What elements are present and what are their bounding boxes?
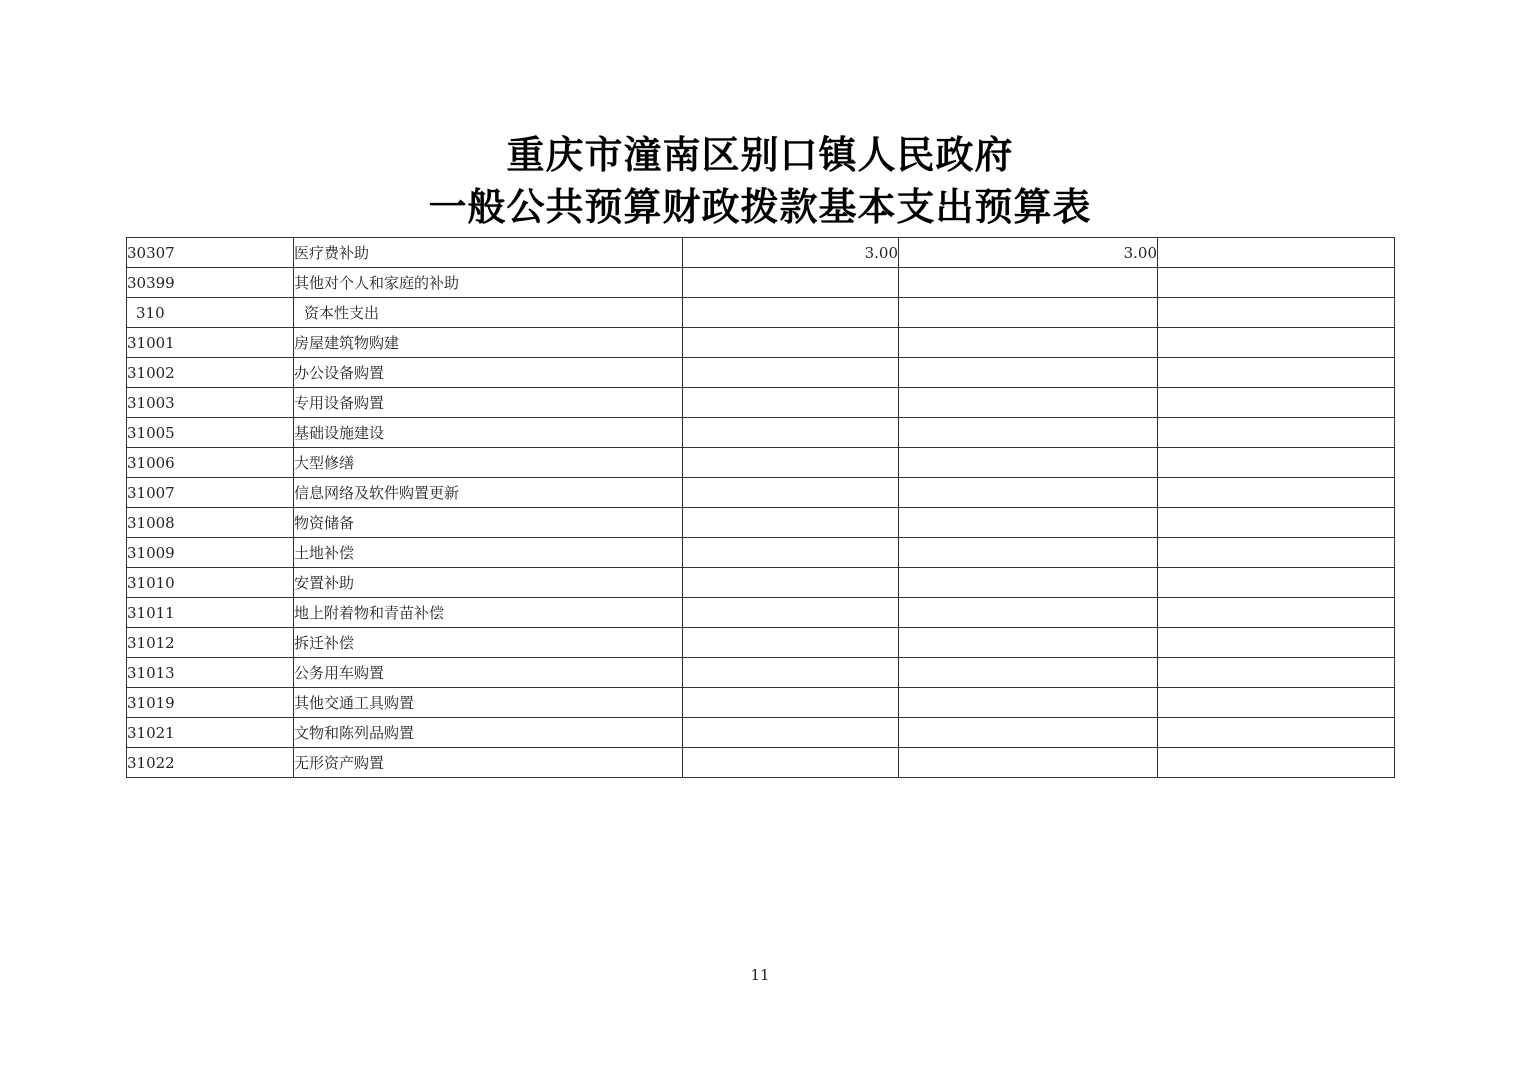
table-row <box>127 538 1395 568</box>
cell-name: 其他交通工具购置 <box>294 688 683 718</box>
cell-amount-3 <box>1158 268 1395 298</box>
cell-code: 31021 <box>127 718 294 748</box>
cell-name: 资本性支出 <box>294 298 683 328</box>
cell-name: 基础设施建设 <box>294 418 683 448</box>
table-row <box>127 688 1395 718</box>
cell-amount-1 <box>683 688 899 718</box>
cell-amount-1 <box>683 598 899 628</box>
table-row <box>127 568 1395 598</box>
cell-amount-3 <box>1158 748 1395 778</box>
cell-amount-3 <box>1158 238 1395 268</box>
cell-amount-2 <box>899 268 1158 298</box>
cell-code: 31007 <box>127 478 294 508</box>
budget-table-body <box>127 238 1395 778</box>
cell-code: 31005 <box>127 418 294 448</box>
cell-name: 大型修缮 <box>294 448 683 478</box>
cell-amount-2 <box>899 508 1158 538</box>
cell-code: 31012 <box>127 628 294 658</box>
cell-amount-2 <box>899 658 1158 688</box>
cell-amount-3 <box>1158 328 1395 358</box>
cell-amount-2 <box>899 598 1158 628</box>
cell-amount-1 <box>683 298 899 328</box>
cell-amount-2 <box>899 688 1158 718</box>
cell-amount-1 <box>683 568 899 598</box>
cell-amount-3 <box>1158 418 1395 448</box>
table-row <box>127 448 1395 478</box>
cell-amount-3 <box>1158 388 1395 418</box>
cell-code: 31011 <box>127 598 294 628</box>
cell-amount-1 <box>683 478 899 508</box>
table-row <box>127 298 1395 328</box>
cell-amount-1 <box>683 448 899 478</box>
table-row <box>127 718 1395 748</box>
cell-amount-1 <box>683 358 899 388</box>
cell-amount-1: 3.00 <box>683 238 899 268</box>
cell-amount-3 <box>1158 658 1395 688</box>
cell-amount-3 <box>1158 688 1395 718</box>
table-row <box>127 388 1395 418</box>
cell-amount-3 <box>1158 628 1395 658</box>
cell-code: 31003 <box>127 388 294 418</box>
table-row <box>127 328 1395 358</box>
cell-amount-2 <box>899 388 1158 418</box>
cell-amount-2 <box>899 748 1158 778</box>
document-title-line-1: 重庆市潼南区别口镇人民政府 <box>506 132 1014 177</box>
cell-code: 31001 <box>127 328 294 358</box>
cell-name: 安置补助 <box>294 568 683 598</box>
cell-amount-2 <box>899 358 1158 388</box>
cell-code: 30399 <box>127 268 294 298</box>
table-row <box>127 598 1395 628</box>
cell-code: 31008 <box>127 508 294 538</box>
cell-code: 31022 <box>127 748 294 778</box>
cell-name: 地上附着物和青苗补偿 <box>294 598 683 628</box>
cell-name: 文物和陈列品购置 <box>294 718 683 748</box>
document-title-line-2: 一般公共预算财政拨款基本支出预算表 <box>428 184 1092 229</box>
cell-name: 公务用车购置 <box>294 658 683 688</box>
cell-amount-1 <box>683 418 899 448</box>
cell-name: 拆迁补偿 <box>294 628 683 658</box>
cell-name: 其他对个人和家庭的补助 <box>294 268 683 298</box>
cell-name: 土地补偿 <box>294 538 683 568</box>
cell-name: 专用设备购置 <box>294 388 683 418</box>
table-row <box>127 748 1395 778</box>
cell-amount-2: 3.00 <box>899 238 1158 268</box>
table-row <box>127 508 1395 538</box>
table-row <box>127 238 1395 268</box>
cell-amount-2 <box>899 328 1158 358</box>
cell-amount-3 <box>1158 718 1395 748</box>
cell-amount-3 <box>1158 448 1395 478</box>
table-row <box>127 358 1395 388</box>
cell-amount-1 <box>683 508 899 538</box>
table-row <box>127 268 1395 298</box>
cell-amount-1 <box>683 658 899 688</box>
cell-amount-1 <box>683 388 899 418</box>
cell-amount-1 <box>683 718 899 748</box>
budget-table <box>126 237 1395 778</box>
cell-amount-1 <box>683 268 899 298</box>
table-row <box>127 628 1395 658</box>
cell-code: 31002 <box>127 358 294 388</box>
cell-amount-2 <box>899 628 1158 658</box>
cell-name: 医疗费补助 <box>294 238 683 268</box>
cell-amount-1 <box>683 328 899 358</box>
cell-amount-2 <box>899 568 1158 598</box>
cell-name: 无形资产购置 <box>294 748 683 778</box>
cell-amount-3 <box>1158 598 1395 628</box>
cell-amount-1 <box>683 748 899 778</box>
cell-amount-2 <box>899 448 1158 478</box>
page-number: 11 <box>750 966 770 984</box>
cell-code: 310 <box>127 298 294 328</box>
cell-name: 信息网络及软件购置更新 <box>294 478 683 508</box>
cell-amount-3 <box>1158 538 1395 568</box>
cell-name: 房屋建筑物购建 <box>294 328 683 358</box>
cell-amount-3 <box>1158 358 1395 388</box>
cell-amount-2 <box>899 538 1158 568</box>
cell-name: 物资储备 <box>294 508 683 538</box>
cell-amount-3 <box>1158 568 1395 598</box>
cell-amount-3 <box>1158 298 1395 328</box>
cell-amount-2 <box>899 478 1158 508</box>
cell-code: 31006 <box>127 448 294 478</box>
cell-amount-3 <box>1158 478 1395 508</box>
table-row <box>127 418 1395 448</box>
cell-code: 31019 <box>127 688 294 718</box>
cell-amount-2 <box>899 418 1158 448</box>
cell-code: 31009 <box>127 538 294 568</box>
cell-amount-3 <box>1158 508 1395 538</box>
cell-amount-1 <box>683 538 899 568</box>
cell-amount-2 <box>899 718 1158 748</box>
cell-code: 31010 <box>127 568 294 598</box>
cell-amount-2 <box>899 298 1158 328</box>
table-row <box>127 478 1395 508</box>
cell-amount-1 <box>683 628 899 658</box>
table-row <box>127 658 1395 688</box>
cell-name: 办公设备购置 <box>294 358 683 388</box>
cell-code: 30307 <box>127 238 294 268</box>
cell-code: 31013 <box>127 658 294 688</box>
